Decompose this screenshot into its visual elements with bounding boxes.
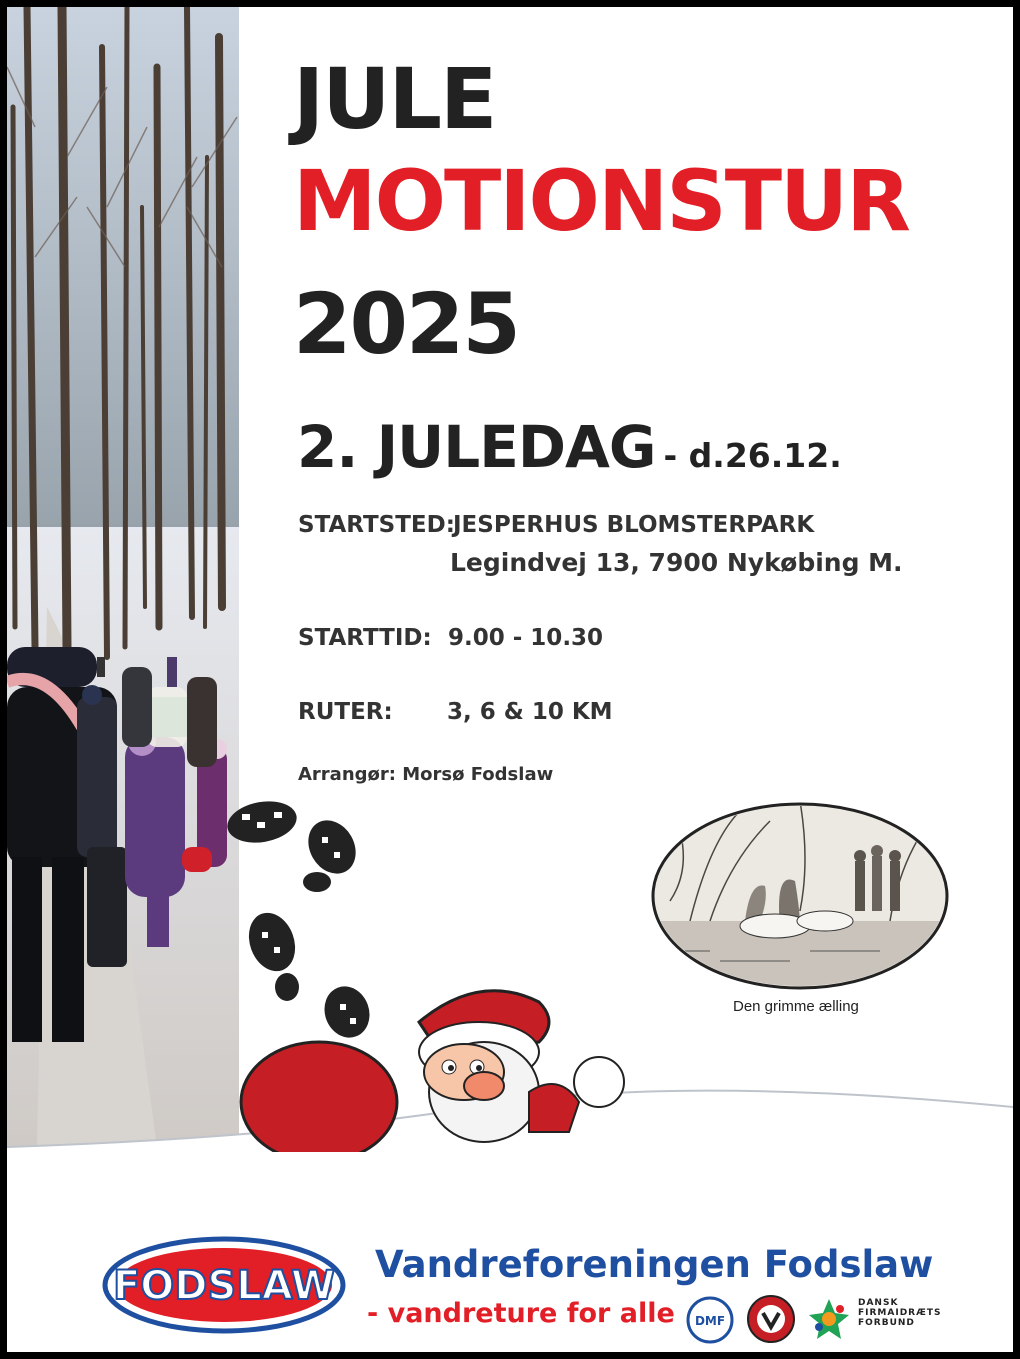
poster bbox=[7, 7, 1013, 1352]
start-location-label: STARTSTED: bbox=[298, 512, 455, 538]
illustration-caption: Den grimme ælling bbox=[733, 998, 859, 1015]
dff-star-icon bbox=[807, 1297, 851, 1341]
fodslaw-logo bbox=[102, 1235, 347, 1335]
club-slogan: - vandreture for alle bbox=[367, 1298, 675, 1329]
start-location-name: JESPERHUS BLOMSTERPARK bbox=[453, 512, 815, 538]
winter-walk-photo bbox=[7, 7, 239, 1147]
start-time-label: STARTTID: bbox=[298, 625, 432, 651]
organizer: Arrangør: Morsø Fodslaw bbox=[298, 764, 554, 785]
badge-logo-2 bbox=[745, 1293, 797, 1345]
title-line-2: MOTIONSTUR bbox=[293, 152, 909, 250]
title-line-3: 2025 bbox=[293, 275, 519, 373]
start-time-value: 9.00 - 10.30 bbox=[448, 625, 604, 651]
title-line-1: JULE bbox=[293, 50, 496, 148]
santa-illustration bbox=[239, 982, 659, 1152]
event-day: 2. JULEDAG bbox=[297, 413, 656, 481]
dff-logo-text bbox=[858, 1298, 941, 1328]
fodslaw-logo-text: FODSLAW bbox=[112, 1263, 336, 1309]
badge-logo-1 bbox=[685, 1295, 735, 1345]
dff-line-2: FIRMAIDRÆTS bbox=[858, 1308, 942, 1318]
badge-logo-1-text: DMF bbox=[694, 1314, 726, 1328]
routes-label: RUTER: bbox=[298, 699, 393, 725]
event-date-detail: - d.26.12. bbox=[663, 436, 842, 475]
routes-value: 3, 6 & 10 KM bbox=[447, 699, 613, 725]
dff-line-1: DANSK bbox=[858, 1298, 899, 1308]
club-name: Vandreforeningen Fodslaw bbox=[375, 1243, 934, 1286]
start-location-address: Legindvej 13, 7900 Nykøbing M. bbox=[450, 548, 903, 577]
ugly-duckling-illustration bbox=[650, 801, 950, 991]
dff-line-3: FORBUND bbox=[858, 1318, 915, 1328]
event-date bbox=[297, 413, 842, 481]
